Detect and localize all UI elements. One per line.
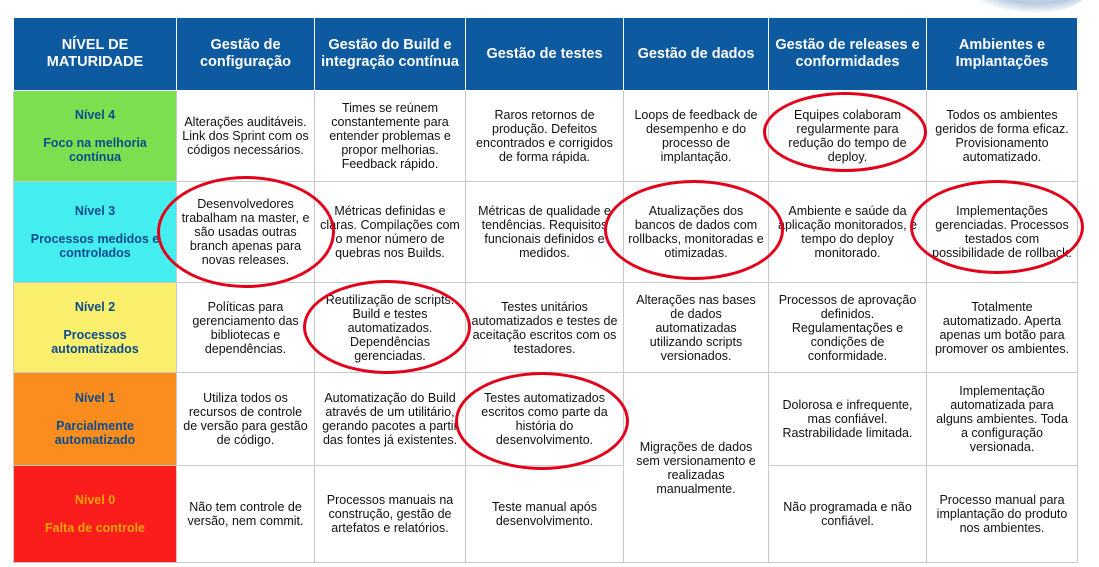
cell-release: Processos de aprovação definidos. Regulamentações e condições de conformidade. — [769, 283, 927, 373]
header-data: Gestão de dados — [624, 18, 769, 91]
level-cell — [14, 466, 177, 563]
row-level-2 — [14, 283, 1078, 373]
cell-tests: Métricas de qualidade e tendências. Requisitos funcionais definidos e medidos. — [466, 182, 624, 283]
row-level-0 — [14, 466, 1078, 563]
cell-release: Dolorosa e infrequente, mas confiável. Rastrabilidade limitada. — [769, 373, 927, 466]
cell-config: Não tem controle de versão, nem commit. — [177, 466, 315, 563]
cell-data: Atualizações dos bancos de dados com rollbacks, monitoradas e otimizadas. — [624, 182, 769, 283]
cell-env: Todos os ambientes geridos de forma eficaz. Provisionamento automatizado. — [927, 91, 1078, 182]
cell-env: Implementações gerenciadas. Processos testados com possibilidade de rollback. — [927, 182, 1078, 283]
cell-build: Automatização do Build através de um utilitário, gerando pacotes a partir das fontes já existentes. — [315, 373, 466, 466]
cell-config: Políticas para gerenciamento das bibliotecas e dependências. — [177, 283, 315, 373]
corner-decoration — [965, 0, 1085, 14]
cell-env: Implementação automatizada para alguns ambientes. Toda a configuração versionada. — [927, 373, 1078, 466]
level-number: Nível 3 — [74, 204, 116, 218]
cell-tests: Raros retornos de produção. Defeitos encontrados e corrigidos de forma rápida. — [466, 91, 624, 182]
cell-build: Times se reúnem constantemente para entender problemas e propor melhorias. Feedback rápido. — [315, 91, 466, 182]
level-cell — [14, 182, 177, 283]
cell-tests: Teste manual após desenvolvimento. — [466, 466, 624, 563]
cell-config: Utiliza todos os recursos de controle de versão para gestão de código. — [177, 373, 315, 466]
level-description: Foco na melhoria contínua — [43, 136, 147, 164]
level-number: Nível 0 — [74, 493, 116, 507]
header-row — [14, 18, 1078, 91]
cell-data: Migrações de dados sem versionamento e realizadas manualmente. — [624, 373, 769, 563]
cell-data: Loops de feedback de desempenho e do processo de implantação. — [624, 91, 769, 182]
row-level-4 — [14, 91, 1078, 182]
level-cell — [14, 283, 177, 373]
cell-env: Processo manual para implantação do produto nos ambientes. — [927, 466, 1078, 563]
cell-build: Reutilização de scripts. Build e testes automatizados. Dependências gerenciadas. — [315, 283, 466, 373]
cell-tests: Testes automatizados escritos como parte da história do desenvolvimento. — [466, 373, 624, 466]
cell-release: Ambiente e saúde da aplicação monitorados, e tempo do deploy monitorado. — [769, 182, 927, 283]
cell-release: Não programada e não confiável. — [769, 466, 927, 563]
cell-build: Processos manuais na construção, gestão de artefatos e relatórios. — [315, 466, 466, 563]
cell-config: Alterações auditáveis. Link dos Sprint com os códigos necessários. — [177, 91, 315, 182]
level-number: Nível 1 — [74, 391, 116, 405]
level-number: Nível 2 — [74, 299, 116, 314]
level-description: Processos medidos e controlados — [30, 232, 160, 260]
header-config: Gestão de configuração — [177, 18, 315, 91]
level-cell — [14, 91, 177, 182]
header-release: Gestão de releases e conformidades — [769, 18, 927, 91]
header-build: Gestão do Build e integração contínua — [315, 18, 466, 91]
level-description: Falta de controle — [44, 521, 146, 535]
level-description: Parcialmente automatizado — [54, 419, 136, 447]
cell-release: Equipes colaboram regularmente para redução do tempo de deploy. — [769, 91, 927, 182]
cell-config: Desenvolvedores trabalham na master, e são usadas outras branch apenas para novas releases. — [177, 182, 315, 283]
cell-build: Métricas definidas e claras. Compilações com o menor número de quebras nos Builds. — [315, 182, 466, 283]
level-description: Processos automatizados — [51, 327, 139, 356]
level-cell — [14, 373, 177, 466]
header-env: Ambientes e Implantações — [927, 18, 1078, 91]
header-tests: Gestão de testes — [466, 18, 624, 91]
cell-env: Totalmente automatizado. Aperta apenas um botão para promover os ambientes. — [927, 283, 1078, 373]
header-level: NÍVEL DE MATURIDADE — [14, 18, 177, 91]
level-number: Nível 4 — [74, 108, 116, 122]
cell-data: Alterações nas bases de dados automatizadas utilizando scripts versionados. — [624, 283, 769, 373]
row-level-3 — [14, 182, 1078, 283]
row-level-1 — [14, 373, 1078, 466]
maturity-table — [13, 17, 1078, 563]
cell-tests: Testes unitários automatizados e testes de aceitação escritos com os testadores. — [466, 283, 624, 373]
